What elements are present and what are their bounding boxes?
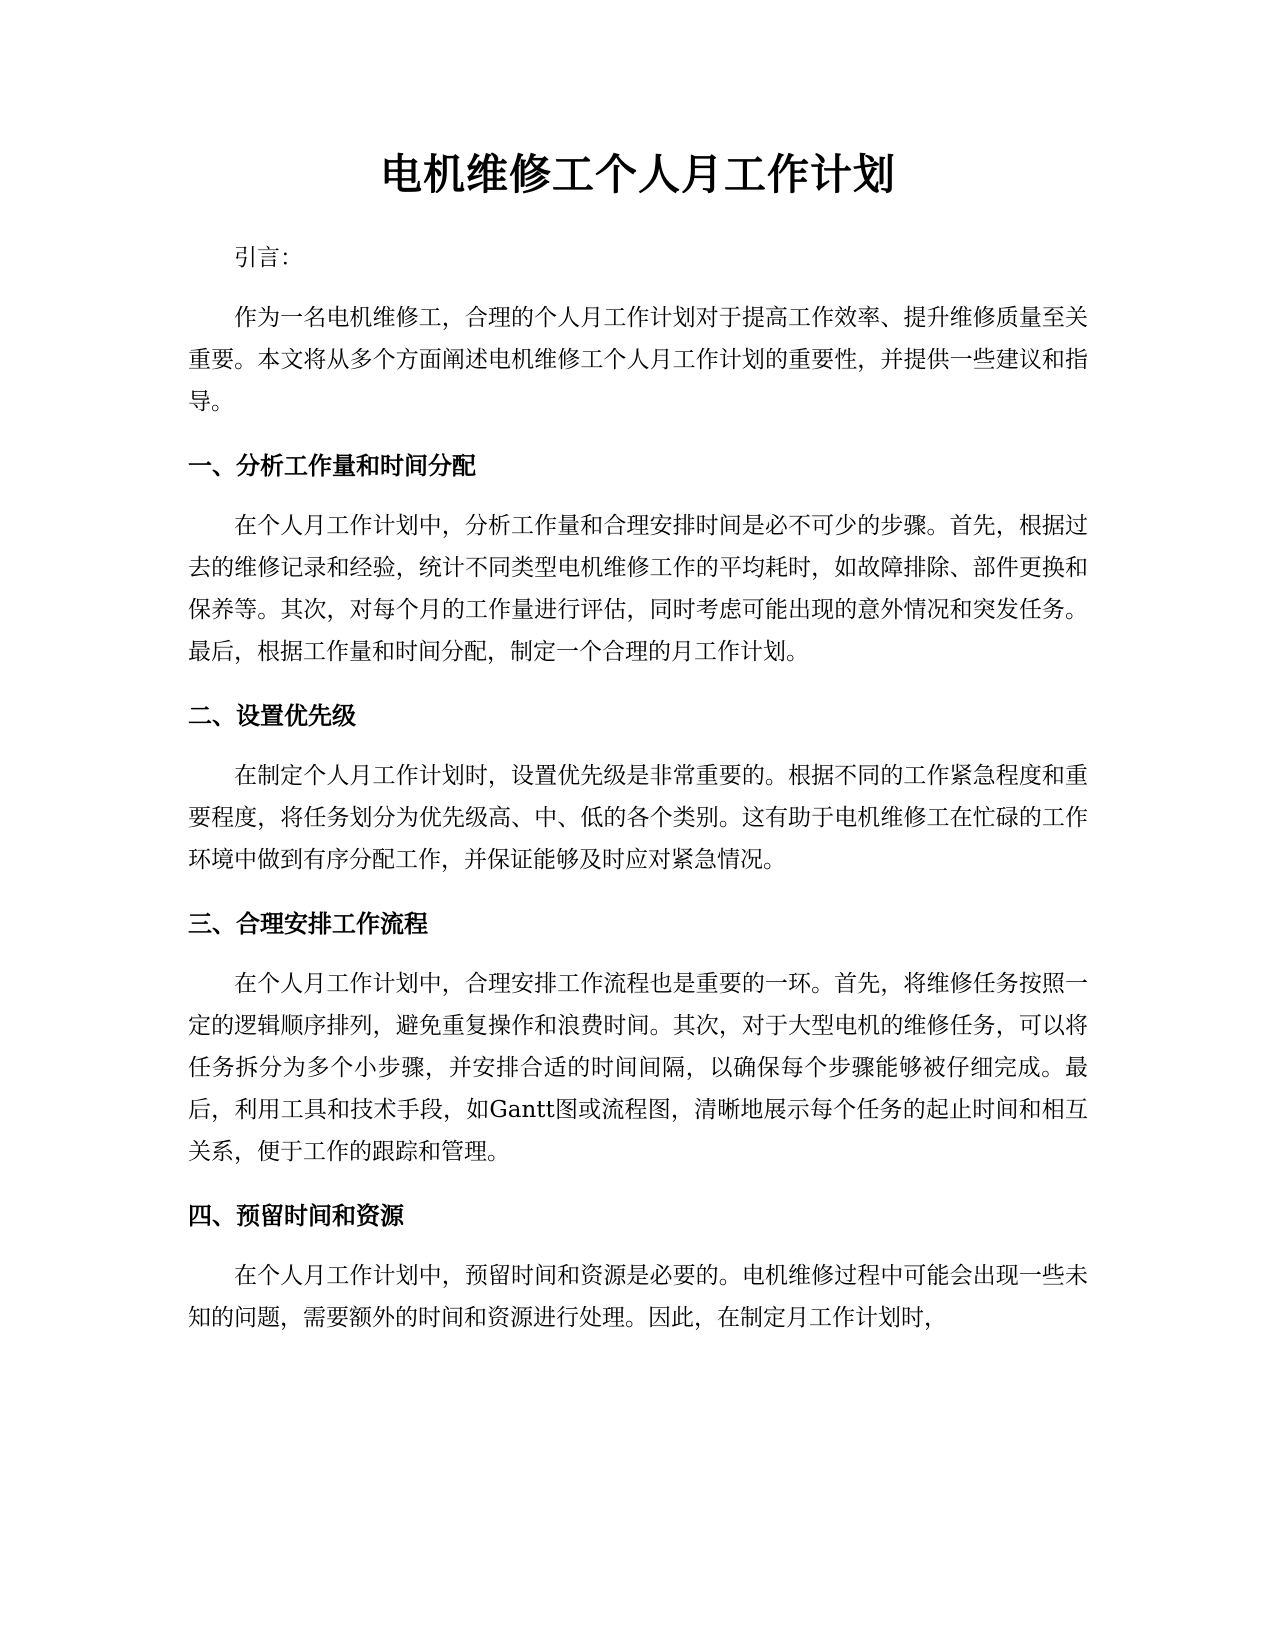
section-heading-priority: 二、设置优先级 [188, 702, 356, 730]
document-title: 电机维修工个人月工作计划 [379, 150, 896, 199]
intro-paragraph: 作为一名电机维修工，合理的个人月工作计划对于提高工作效率、提升维修质量至关重要。本文将从多个方面阐述电机维修工个人月工作计划的重要性，并提供一些建议和指导。 [188, 305, 1088, 415]
section-heading-workload: 一、分析工作量和时间分配 [188, 452, 476, 480]
document-body [188, 145, 1088, 1339]
section-paragraph-workflow: 在个人月工作计划中，合理安排工作流程也是重要的一环。首先，将维修任务按照一定的逻辑顺序排列，避免重复操作和浪费时间。其次，对于大型电机的维修任务，可以将任务拆分为多个小步骤，并安排合适的时间间隔，以确保每个步骤能够被仔细完成。最后，利用工具和技术手段，如Gantt图或流程图，清晰地展示每个任务的起止时间和相互关系，便于工作的跟踪和管理。 [188, 971, 1088, 1165]
intro-label: 引言： [234, 245, 303, 271]
section-heading-workflow: 三、合理安排工作流程 [188, 910, 428, 938]
section-paragraph-priority: 在制定个人月工作计划时，设置优先级是非常重要的。根据不同的工作紧急程度和重要程度，将任务划分为优先级高、中、低的各个类别。这有助于电机维修工在忙碌的工作环境中做到有序分配工作，并保证能够及时应对紧急情况。 [188, 763, 1088, 873]
section-heading-reserve: 四、预留时间和资源 [188, 1202, 404, 1230]
section-paragraph-reserve: 在个人月工作计划中，预留时间和资源是必要的。电机维修过程中可能会出现一些未知的问题，需要额外的时间和资源进行处理。因此，在制定月工作计划时， [188, 1263, 1088, 1331]
section-paragraph-workload: 在个人月工作计划中，分析工作量和合理安排时间是必不可少的步骤。首先，根据过去的维修记录和经验，统计不同类型电机维修工作的平均耗时，如故障排除、部件更换和保养等。其次，对每个月的工作量进行评估，同时考虑可能出现的意外情况和突发任务。最后，根据工作量和时间分配，制定一个合理的月工作计划。 [188, 513, 1088, 665]
